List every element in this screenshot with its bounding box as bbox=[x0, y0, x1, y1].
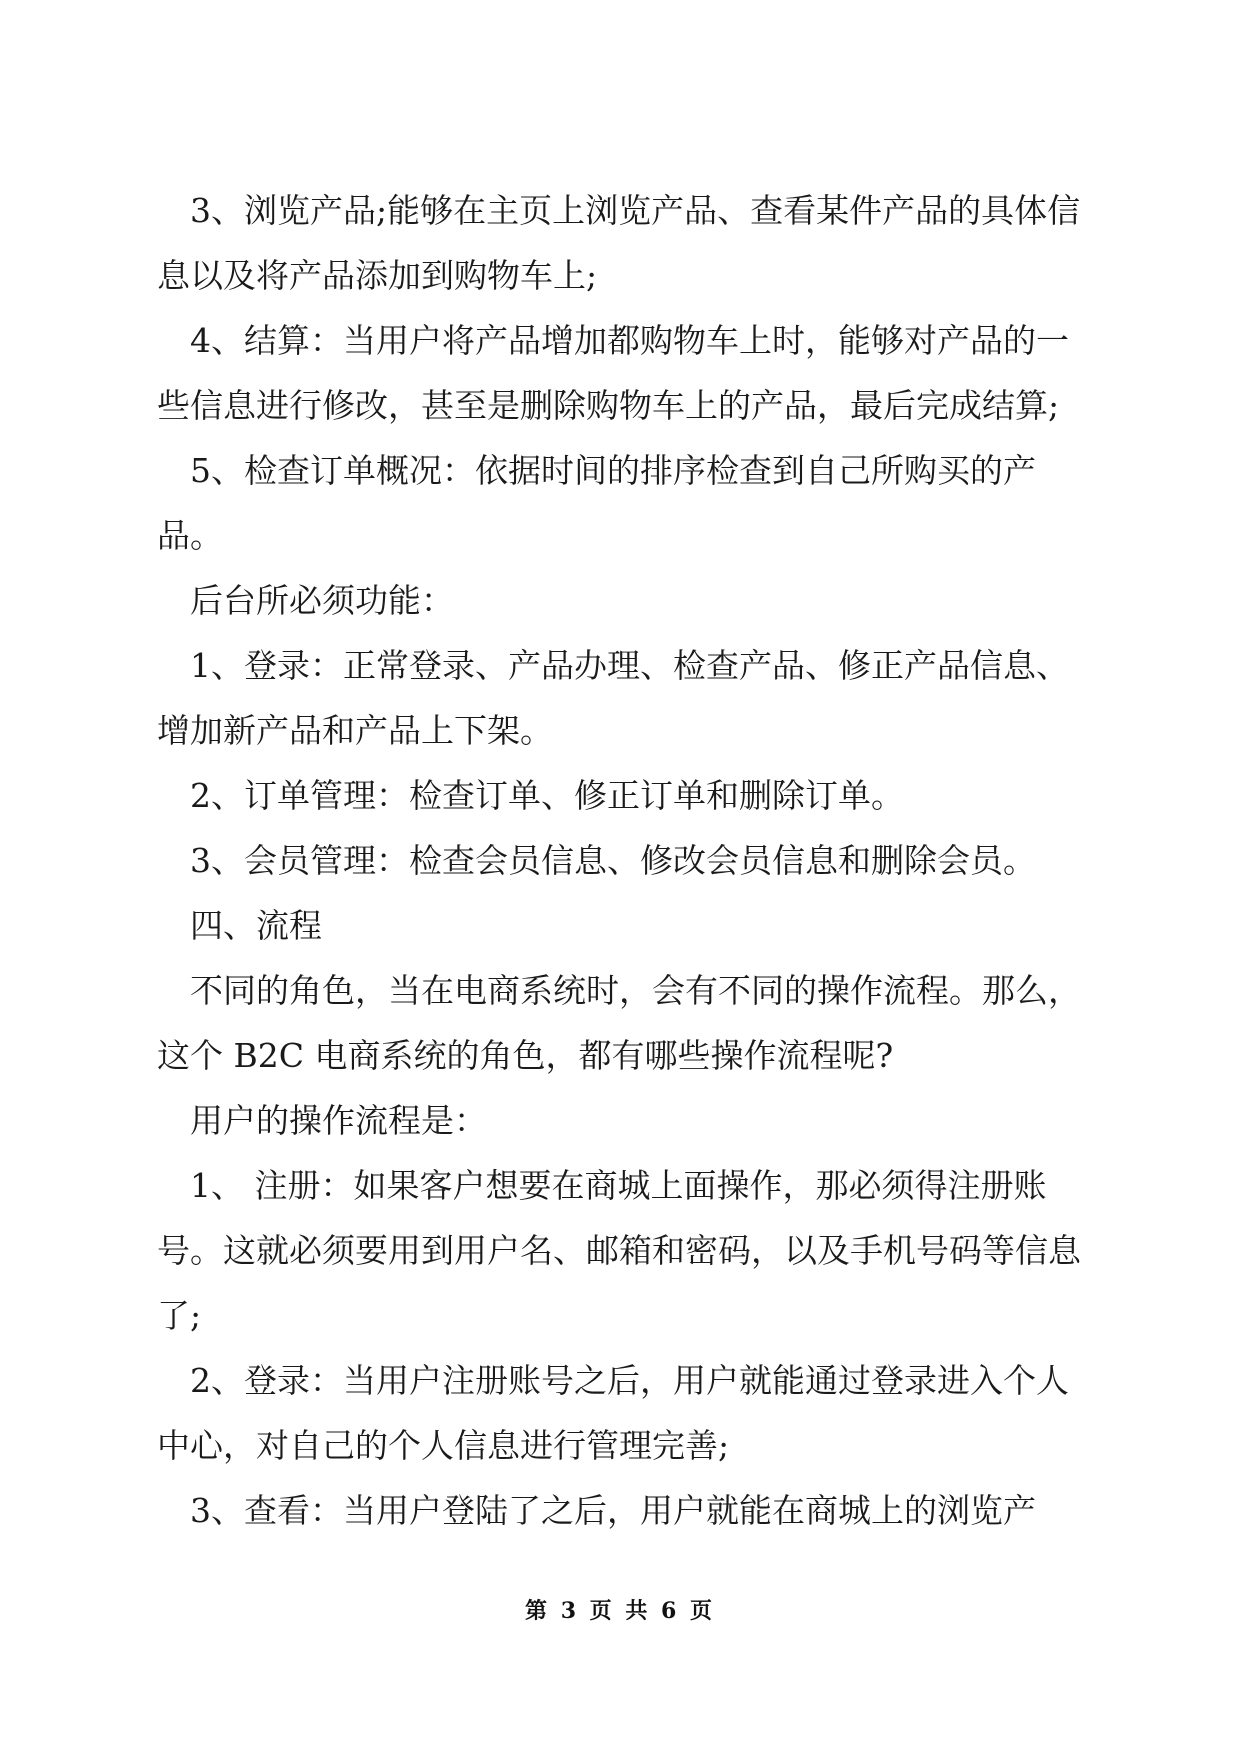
text-line: 后台所必须功能： bbox=[190, 581, 454, 620]
text-line: 3、会员管理：检查会员信息、修改会员信息和删除会员。 bbox=[190, 841, 1036, 880]
document-body bbox=[157, 178, 1109, 1543]
text-line: 号。这就必须要用到用户名、邮箱和密码，以及手机号码等信息 bbox=[157, 1231, 1081, 1270]
text-line: 1、登录：正常登录、产品办理、检查产品、修正产品信息、 bbox=[190, 646, 1069, 685]
text-line: 息以及将产品添加到购物车上; bbox=[157, 256, 598, 295]
text-line: 四、流程 bbox=[190, 906, 322, 945]
text-line: 2、订单管理：检查订单、修正订单和删除订单。 bbox=[190, 776, 904, 815]
text-line: 这个 B2C 电商系统的角色，都有哪些操作流程呢? bbox=[157, 1036, 894, 1075]
text-line: 增加新产品和产品上下架。 bbox=[157, 711, 553, 750]
text-line: 3、浏览产品;能够在主页上浏览产品、查看某件产品的具体信 bbox=[190, 191, 1081, 230]
text-line: 2、登录：当用户注册账号之后，用户就能通过登录进入个人 bbox=[190, 1361, 1069, 1400]
text-line: 1、 注册：如果客户想要在商城上面操作，那必须得注册账 bbox=[190, 1166, 1047, 1205]
text-line: 5、检查订单概况：依据时间的排序检查到自己所购买的产 bbox=[190, 451, 1036, 490]
text-line: 3、查看：当用户登陆了之后，用户就能在商城上的浏览产 bbox=[190, 1491, 1036, 1530]
page-number: 第 3 页 共 6 页 bbox=[525, 1598, 715, 1624]
text-line: 中心，对自己的个人信息进行管理完善; bbox=[157, 1426, 730, 1465]
page-footer bbox=[0, 1594, 1240, 1625]
text-line: 品。 bbox=[157, 516, 223, 555]
text-line: 用户的操作流程是： bbox=[190, 1101, 487, 1140]
text-line: 不同的角色，当在电商系统时，会有不同的操作流程。那么， bbox=[190, 971, 1081, 1010]
text-line: 些信息进行修改，甚至是删除购物车上的产品，最后完成结算; bbox=[157, 386, 1060, 425]
text-line: 4、结算：当用户将产品增加都购物车上时，能够对产品的一 bbox=[190, 321, 1069, 360]
text-line: 了; bbox=[157, 1296, 202, 1335]
